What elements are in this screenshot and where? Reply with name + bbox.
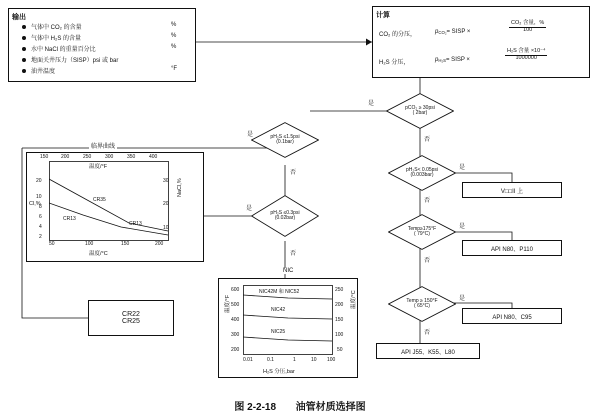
result-cr22-cr25 [88,300,174,336]
calc-eq-rest: = SISP × [446,57,470,63]
chart-title: NIC [283,268,294,274]
decision-line-2: ( 65°C) [414,303,430,309]
chart-xtick: 10 [311,357,317,363]
chart-plot-area [49,161,169,241]
chart-xtick-top: 200 [61,154,70,160]
decision-line-1: pH₂S ≤0.3psi [270,209,300,216]
chart-xlabel-bottom: 温度/°C [89,251,108,257]
list-bullet [22,25,26,29]
decision-line-1: Temp ≥ 150°F [406,297,438,304]
calc-panel [372,6,590,78]
result-line: CR25 [122,318,140,325]
chart-annotation: CR13 [63,216,76,222]
decision-pco2 [386,93,454,129]
calc-fraction-numerator: CO₂ 含量，% [511,20,545,26]
figure-caption [0,398,600,413]
chart-ytick-right: 150 [335,317,344,323]
decision-temp175 [388,214,456,250]
list-bullet [22,58,26,62]
calc-eq-symbol: p [435,29,439,35]
result-api-n80-c95 [462,308,562,324]
chart-xtick-top: 400 [149,154,158,160]
result-line: API N80、P110 [491,246,533,253]
chart-ylabel-right: NaCl,% [177,178,183,197]
chart-xtick: 0.01 [243,357,253,363]
chart-xtick-bottom: 200 [155,241,164,247]
result-api-j55-k55-l80 [376,343,480,359]
chart-xtick: 0.1 [267,357,274,363]
decision-label [388,155,456,191]
chart-title: 临界曲线 [89,141,117,150]
chart-ytick-right: 20 [163,201,169,207]
decision-ph2s-3 [388,155,456,191]
calc-fraction-numerator: H₂S 含量 ×10⁻⁴ [507,48,546,54]
calc-row-equation [435,57,470,63]
chart-ytick-left: 8 [39,204,42,210]
chart-annotation: NIC42M 和 NIC52 [259,289,300,295]
chart-nic [218,268,358,378]
calc-row-fraction [509,21,546,33]
chart-ytick-right: 30 [163,178,169,184]
chart-annotation: NIC25 [271,329,286,335]
decision-line-1: Temp≥175°F [407,225,437,232]
branch-label-no: 否 [424,198,431,204]
chart-xtick-top: 250 [83,154,92,160]
calc-eq-subscript: H₂S [438,58,447,64]
calc-panel-title: 计算 [376,12,390,19]
chart-ytick-left: 400 [231,317,240,323]
branch-label-no: 否 [290,170,297,176]
figure-caption-number: 图 2-2-18 [234,402,277,413]
input-item-label: 气体中 H₂S 的含量 [31,36,81,42]
chart-ytick-right: 250 [335,287,344,293]
calc-row-equation [435,29,470,35]
input-item-unit: % [171,44,177,50]
input-item-unit: °F [171,66,178,72]
result-api-n80-p110 [462,240,562,256]
chart-xtick-bottom: 50 [49,241,55,247]
decision-line-1: pH₂S< 0.05psi [405,166,439,173]
decision-ph2s-1 [251,122,319,158]
chart-ylabel-right: 温度/°C [351,290,357,309]
chart-xtick-bottom: 150 [121,241,130,247]
input-item-unit: % [171,33,177,39]
calc-eq-symbol: p [435,57,439,63]
chart-annotation: CR35 [93,197,106,203]
chart-annotation: NIC42 [271,307,286,313]
figure-caption-title: 油管材质选择图 [295,402,366,413]
branch-label-yes: 是 [459,165,466,171]
list-bullet [22,36,26,40]
branch-label-no: 否 [424,258,431,264]
calc-fraction-denominator: 1000000 [515,54,537,61]
branch-label-no: 否 [424,137,431,143]
chart-ytick-right: 100 [335,332,344,338]
branch-label-yes: 是 [247,132,254,138]
result-line: CR22 [122,311,140,318]
input-item-label: 水中 NaCl 的重量百分比 [31,47,96,53]
chart-xtick: 100 [327,357,336,363]
decision-label [251,122,319,158]
branch-label-no: 否 [290,251,297,257]
chart-xlabel-top: 温度/°F [89,164,108,170]
chart-ytick-left: 300 [231,332,240,338]
result-line: V□□II 上 [500,188,524,195]
chart-xlabel: H₂S 分压,bar [263,369,295,375]
chart-ytick-right: 200 [335,302,344,308]
branch-label-yes: 是 [459,224,466,230]
chart-plot-area [243,285,333,355]
branch-label-yes: 是 [246,206,253,212]
decision-line-1: pCO₂ ≥ 30psi [405,104,435,111]
decision-line-2: ( 2bar) [412,110,428,116]
chart-ytick-left: 600 [231,287,240,293]
input-item-unit: % [171,22,177,28]
input-item-label: 油井温度 [31,69,56,75]
result-line: API J55、K55、L80 [401,349,455,356]
chart-ytick-left: 200 [231,347,240,353]
chart-corrosion-map [26,144,204,262]
chart-ytick-right: 10 [163,225,169,231]
decision-label [388,214,456,250]
chart-xtick-top: 300 [105,154,114,160]
input-item-label: 地面关井压力（SISP）psi 或 bar [31,58,119,64]
input-item-label: 气体中 CO₂ 的含量 [31,25,82,31]
decision-label [251,195,319,237]
chart-ytick-left: 4 [39,224,42,230]
decision-temp150 [388,286,456,322]
decision-line-2: (0.003bar) [410,172,434,178]
chart-annotation: CR13 [129,221,142,227]
chart-ytick-left: 500 [231,302,240,308]
decision-line-2: ( 79°C) [414,231,430,237]
branch-label-yes: 是 [459,296,466,302]
calc-fraction-denominator: 100 [523,26,533,33]
input-panel [8,8,196,82]
decision-ph2s-2 [251,195,319,237]
calc-row-left: H₂S 分压， [379,60,410,66]
decision-line-1: pH₂S ≤1.5psi [270,133,300,140]
input-panel-title: 输出 [12,14,26,21]
result-v-ii [462,182,562,198]
list-bullet [22,69,26,73]
chart-ytick-left: 20 [36,178,42,184]
decision-label [386,93,454,129]
branch-label-no: 否 [424,330,431,336]
chart-ytick-right: 50 [337,347,343,353]
list-bullet [22,47,26,51]
chart-ytick-left: 2 [39,234,42,240]
chart-xtick-bottom: 100 [85,241,94,247]
chart-ytick-left: 6 [39,214,42,220]
decision-line-2: (0.1bar) [276,139,294,145]
calc-eq-subscript: CO₂ [438,30,447,36]
chart-xtick-top: 150 [40,154,49,160]
decision-line-2: (0.02bar) [274,215,296,221]
chart-ylabel-left: Cl,% [29,201,41,207]
calc-row-fraction [505,49,547,61]
branch-label-yes: 是 [368,101,375,107]
calc-row-left: CO₂ 的分压， [379,32,416,38]
decision-label [388,286,456,322]
chart-ytick-left: 10 [36,194,42,200]
chart-xtick-top: 350 [127,154,136,160]
calc-eq-rest: = SISP × [446,29,471,35]
chart-ylabel-left: 温度/°F [225,294,231,313]
result-line: API N80、C95 [492,314,532,321]
chart-xtick: 1 [293,357,296,363]
